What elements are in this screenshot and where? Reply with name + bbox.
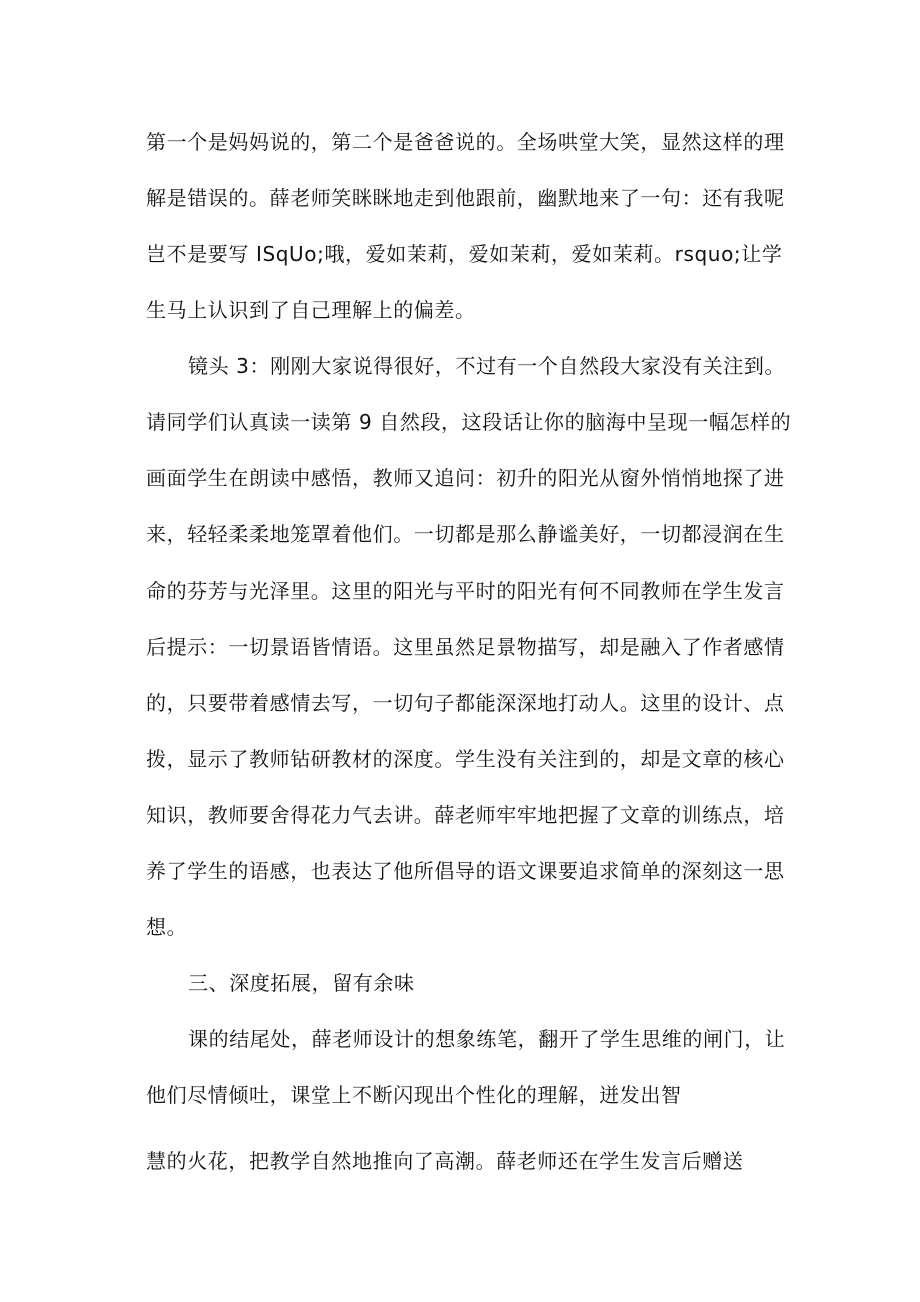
- paragraph-line: 后提示：一切景语皆情语。这里虽然足景物描写，却是融入了作者感情: [146, 635, 785, 659]
- paragraph-line: 镜头 3：刚刚大家说得很好，不过有一个自然段大家没有关注到。: [188, 354, 786, 378]
- paragraph-line: 的，只要带着感情去写，一切句子都能深深地打动人。这里的设计、点: [146, 691, 785, 715]
- paragraph-line: 命的芬芳与光泽里。这里的阳光与平时的阳光有何不同教师在学生发言: [146, 579, 785, 603]
- paragraph-line: 画面学生在朗读中感悟，教师又追问：初升的阳光从窗外悄悄地探了进: [146, 466, 785, 490]
- paragraph-line: 生马上认识到了自己理解上的偏差。: [146, 298, 476, 322]
- paragraph-line: 他们尽情倾吐，课堂上不断闪现出个性化的理解，迸发出智: [146, 1083, 682, 1107]
- paragraph-line: 岂不是要写 ISqUo;哦，爱如茉莉，爱如茉莉，爱如茉莉。rsquo;让学: [146, 242, 783, 266]
- paragraph-line: 养了学生的语感，也表达了他所倡导的语文课要追求简单的深刻这一思: [146, 859, 785, 883]
- section-heading: 三、深度拓展，留有余味: [188, 971, 415, 995]
- paragraph-line: 想。: [146, 915, 188, 939]
- paragraph-line: 请同学们认真读一读第 9 自然段，这段话让你的脑海中呈现一幅怎样的: [146, 410, 792, 434]
- paragraph-line: 课的结尾处，薛老师设计的想象练笔，翻开了学生思维的闸门，让: [188, 1027, 786, 1051]
- paragraph-line: 知识，教师要舍得花力气去讲。薛老师牢牢地把握了文章的训练点，培: [146, 803, 785, 827]
- paragraph-line: 第一个是妈妈说的，第二个是爸爸说的。全场哄堂大笑，显然这样的理: [146, 130, 785, 154]
- paragraph-line: 拨，显示了教师钻研教材的深度。学生没有关注到的，却是文章的核心: [146, 747, 785, 771]
- paragraph-line: 慧的火花，把教学自然地推向了高潮。薛老师还在学生发言后赠送: [146, 1149, 744, 1173]
- paragraph-line: 解是错误的。薛老师笑眯眯地走到他跟前，幽默地来了一句：还有我呢: [146, 186, 785, 210]
- paragraph-line: 来，轻轻柔柔地笼罩着他们。一切都是那么静谧美好，一切都浸润在生: [146, 522, 785, 546]
